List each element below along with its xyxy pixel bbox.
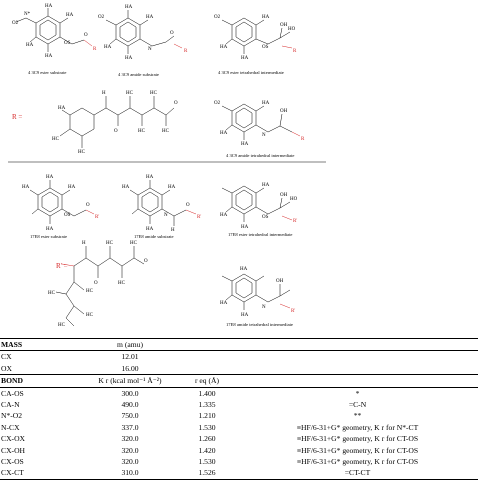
ring-9 — [232, 274, 256, 302]
mass-atom: CX — [1, 352, 12, 362]
atom-label: HA — [66, 13, 74, 18]
bond-req: 1.210 — [198, 411, 216, 421]
atom-label: HC — [58, 323, 65, 328]
atom-labels — [12, 4, 305, 328]
atom-label: HA — [240, 267, 248, 272]
bond-note: =C-N — [348, 400, 367, 410]
atom-label: O2 — [214, 101, 221, 106]
bond-note: ≡HF/6-31+G* geometry, K r for CT-OS — [296, 434, 419, 444]
atom-label: HA — [46, 175, 54, 180]
bond-req: 1.335 — [198, 400, 216, 410]
atom-label: HA — [45, 4, 53, 9]
atom-label: HA — [220, 301, 228, 306]
bond-note: =CT-CT — [237, 467, 478, 479]
atom-label: R' — [95, 215, 100, 220]
atom-label: HC — [86, 313, 93, 318]
atom-label: R — [293, 49, 297, 54]
bond-req: 1.400 — [198, 388, 216, 398]
bond-req: 1.526 — [177, 467, 237, 479]
atom-label: R' = — [56, 262, 68, 270]
bond-kr: 320.0 — [121, 445, 139, 455]
atom-label: H — [171, 228, 175, 233]
table-row — [0, 433, 478, 444]
atom-label: HC — [138, 129, 145, 134]
substituent-bonds — [16, 8, 300, 326]
atom-label: HA — [58, 106, 66, 111]
atom-label: OS — [262, 45, 269, 50]
atom-label: HO — [288, 27, 296, 32]
atom-label: N* — [24, 12, 31, 17]
atom-label: O — [86, 203, 90, 208]
caption-ester-substrate-43c9: 4 3C9 ester substrate — [28, 70, 67, 75]
table-row — [0, 363, 478, 375]
atom-label: O — [94, 281, 98, 286]
atom-label: N — [262, 305, 266, 310]
atom-label: OH — [280, 109, 288, 114]
atom-label: H — [82, 241, 86, 246]
atom-label: HA — [241, 313, 249, 318]
atom-label: HA — [262, 15, 270, 20]
atom-label: HC — [126, 91, 133, 96]
bond-req: 1.260 — [198, 434, 216, 444]
atom-label: HA — [68, 185, 76, 190]
caption-ester-intermediate-17e8: 17E8 ester tetrahedral intermediate — [228, 232, 293, 237]
atom-label: O — [170, 31, 174, 36]
bond-req: 1.420 — [198, 445, 216, 455]
bond-req: 1.530 — [198, 457, 216, 467]
atom-label: OS — [64, 41, 71, 46]
atom-label: HA — [26, 43, 34, 48]
atom-label: HA — [146, 175, 154, 180]
mass-atom: OX — [0, 363, 83, 375]
atom-label: R' — [291, 309, 296, 314]
atom-label: R — [184, 49, 188, 54]
atom-label: R — [93, 47, 97, 52]
bond-note: ≡HF/6-31+G* geometry, K r for CT-OS — [296, 445, 419, 455]
atom-label: HA — [22, 185, 30, 190]
atom-label: HA — [262, 183, 270, 188]
atom-label: HA — [262, 101, 270, 106]
ring-7 — [138, 188, 162, 216]
atom-label: HC — [162, 129, 169, 134]
table-row — [0, 351, 478, 363]
table-row — [0, 467, 478, 479]
table-row — [0, 456, 478, 467]
bond-name: CX-OX — [1, 434, 26, 444]
caption-ester-intermediate-43c9: 4 3C9 ester tetrahedral intermediate — [218, 70, 284, 75]
bond-name: CA-OS — [1, 388, 24, 398]
ring-8 — [232, 186, 256, 214]
table-row — [0, 399, 478, 410]
atom-label: HA — [241, 56, 249, 61]
atom-label: HC — [118, 281, 125, 286]
bond-note: ≡HF/6-31+G* geometry, K r for CT-OS — [296, 457, 419, 467]
bond-req: 1.530 — [198, 422, 216, 432]
atom-label: HC — [78, 150, 85, 155]
ring-1 — [36, 16, 60, 44]
atom-label: HC — [130, 241, 137, 246]
bond-name: CX-OS — [1, 457, 24, 467]
parameter-table — [0, 338, 478, 480]
atom-label: O — [84, 33, 88, 38]
atom-label: HC — [150, 91, 157, 96]
caption-ester-substrate-17e8: 17E8 ester substrate — [30, 234, 67, 239]
bond-name: CX-OH — [1, 445, 26, 455]
atom-label: R = — [12, 113, 23, 121]
mass-value: 16.00 — [83, 363, 177, 375]
atom-label: HC — [48, 291, 55, 296]
caption-amide-intermediate-17e8: 17E8 amide tetrahedral intermediate — [226, 322, 293, 327]
atom-label: N — [164, 213, 168, 218]
caption-amide-substrate-43c9: 4 3C9 amide substrate — [118, 72, 159, 77]
bond-kr: 320.0 — [121, 457, 139, 467]
mass-header-label: MASS — [0, 339, 83, 351]
atom-label: HA — [104, 45, 112, 50]
bond-header-row — [0, 375, 478, 387]
atom-label: HA — [241, 142, 249, 147]
ring-4 — [70, 108, 94, 136]
bond-header-label: BOND — [0, 375, 83, 387]
bond-kr: 310.0 — [83, 467, 177, 479]
bond-header-req: r eq (Å) — [177, 375, 237, 387]
table-row — [0, 445, 478, 456]
bond-kr: 300.0 — [121, 388, 139, 398]
mass-header-unit: m (amu) — [83, 339, 177, 351]
bond-kr: 750.0 — [121, 411, 139, 421]
atom-label: O2 — [98, 15, 105, 20]
atom-label: HA — [146, 15, 154, 20]
atom-label: N — [148, 47, 152, 52]
bond-kr: 490.0 — [121, 400, 139, 410]
atom-label: HA — [125, 56, 133, 61]
atom-label: N — [262, 133, 266, 138]
atom-label: HA — [46, 227, 54, 232]
atom-label: R' — [293, 219, 298, 224]
atom-label: HC — [52, 137, 59, 142]
bond-name: CA-N — [1, 400, 20, 410]
caption-amide-intermediate-43c9: 4 3C9 amide tetrahedral intermediate — [226, 153, 295, 158]
bond-name: N-CX — [1, 422, 20, 432]
atom-label: OH — [276, 279, 284, 284]
bond-name: CX-CT — [0, 467, 83, 479]
atom-label: O — [174, 101, 178, 106]
atom-label: OS — [262, 215, 269, 220]
bond-header-kr: K r (kcal mol⁻¹ Å⁻²) — [83, 375, 177, 387]
atom-label: O — [144, 259, 148, 264]
mass-value: 12.01 — [121, 352, 139, 362]
atom-label: HA — [122, 185, 130, 190]
ring-2 — [116, 18, 140, 46]
atom-label: HA — [220, 213, 228, 218]
mass-bond-table — [0, 338, 478, 480]
atom-label: O2 — [12, 21, 19, 26]
ring-6 — [38, 188, 62, 216]
atom-label: O2 — [214, 15, 221, 20]
atom-label: HA — [220, 45, 228, 50]
atom-label: HA — [241, 225, 249, 230]
mass-header-row — [0, 339, 478, 351]
atom-label: R — [301, 137, 305, 142]
ring-3 — [232, 18, 256, 46]
caption-amide-substrate-17e8: 17E8 amide substrate — [134, 234, 174, 239]
bond-kr: 320.0 — [121, 434, 139, 444]
bond-note: ≡HF/6-31+G* geometry, K r for N*-CT — [296, 422, 419, 432]
atom-label: HA — [45, 54, 53, 59]
ring-5 — [232, 104, 256, 132]
atom-label: OH — [280, 23, 288, 28]
atom-label: R' — [197, 215, 202, 220]
bond-kr: 337.0 — [121, 422, 139, 432]
atom-label: H — [102, 91, 106, 96]
bond-note: ** — [353, 411, 362, 421]
table-row — [0, 410, 478, 421]
atom-label: OS — [64, 213, 71, 218]
bond-note: * — [355, 388, 360, 398]
table-row — [0, 422, 478, 433]
atom-label: HA — [125, 5, 133, 10]
atom-label: HA — [146, 227, 154, 232]
atom-label: O — [114, 129, 118, 134]
bond-name: N*-O2 — [1, 411, 23, 421]
atom-label: HC — [106, 241, 113, 246]
atom-label: HC — [86, 289, 93, 294]
atom-label: HA — [168, 185, 176, 190]
atom-label: OH — [280, 193, 288, 198]
table-row — [0, 387, 478, 399]
atom-label: HO — [290, 197, 298, 202]
atom-label: HA — [220, 131, 228, 136]
atom-label: O — [186, 203, 190, 208]
